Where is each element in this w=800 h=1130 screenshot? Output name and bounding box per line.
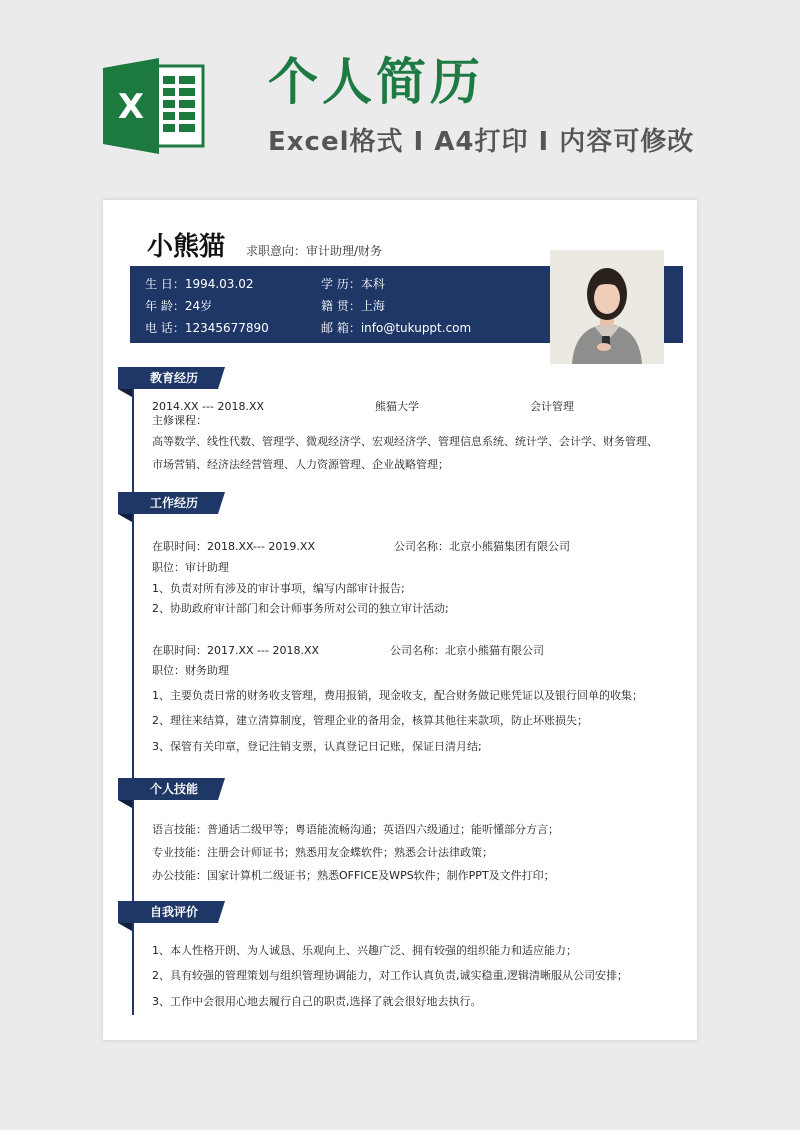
info-phone: 电 话：12345677890 (145, 321, 269, 335)
info-email: 邮 箱：info@tukuppt.com (321, 321, 472, 335)
job1-duty-1: 1、负责对所有涉及的审计事项，编写内部审计报告; (152, 582, 405, 595)
section-skills-header (118, 778, 225, 800)
section-education-title: 教育经历 (150, 371, 199, 385)
job2-duty-2: 2、理往来结算，建立清算制度，管理企业的备用金，核算其他往来款项，防止坏账损失； (152, 714, 588, 727)
skill-language: 语言技能：普通话二级甲等；粤语能流畅沟通；英语四六级通过；能听懂部分方言； (152, 823, 559, 836)
job2-company: 公司名称：北京小熊猫有限公司 (390, 644, 544, 657)
self-eval-2: 2、具有较强的管理策划与组织管理协调能力，对工作认真负责,诚实稳重,逻辑清晰服从公司安排； (152, 969, 628, 982)
resume-name: 小熊猫 (147, 232, 226, 262)
skill-professional: 专业技能：注册会计师证书；熟悉用友金蝶软件；熟悉会计法律政策； (152, 846, 493, 859)
education-courses-label: 主修课程： (152, 414, 207, 427)
education-courses-line2: 市场营销、经济法经营管理、人力资源管理、企业战略管理； (152, 458, 449, 471)
info-education: 学 历：本科 (321, 277, 385, 291)
education-courses-line1: 高等数学、线性代数、管理学、微观经济学、宏观经济学、管理信息系统、统计学、会计学、财务管理、 (152, 435, 658, 448)
job1-position: 职位：审计助理 (152, 561, 229, 574)
section-work-title: 工作经历 (150, 496, 199, 510)
job2-period: 在职时间：2017.XX --- 2018.XX (152, 644, 320, 657)
self-eval-1: 1、本人性格开朗、为人诚恳、乐观向上、兴趣广泛、拥有较强的组织能力和适应能力； (152, 944, 577, 957)
job-intent: 求职意向：审计助理/财务 (246, 244, 383, 258)
job1-period: 在职时间：2018.XX--- 2019.XX (152, 540, 315, 553)
section-work-header (118, 492, 225, 514)
info-age: 年 龄：24岁 (145, 299, 213, 313)
resume-page (103, 200, 697, 1040)
info-hometown: 籍 贯：上海 (321, 299, 385, 313)
section-self-title: 自我评价 (150, 905, 199, 919)
skill-office: 办公技能：国家计算机二级证书；熟悉OFFICE及WPS软件；制作PPT及文件打印； (152, 869, 555, 882)
section-education-header (118, 367, 225, 389)
education-school: 熊猫大学 (375, 400, 419, 413)
job2-duty-1: 1、主要负责日常的财务收支管理，费用报销，现金收支，配合财务做记账凭证以及银行回单的收集； (152, 689, 643, 702)
education-major: 会计管理 (530, 400, 574, 413)
section-self-header (118, 901, 225, 923)
excel-icon (103, 58, 205, 154)
banner-title: 个人简历 (268, 53, 484, 111)
job2-position: 职位：财务助理 (152, 664, 229, 677)
job1-company: 公司名称：北京小熊猫集团有限公司 (394, 540, 570, 553)
banner-subtitle: Excel格式 I A4打印 I 内容可修改 (268, 127, 695, 157)
job1-duty-2: 2、协助政府审计部门和会计师事务所对公司的独立审计活动; (152, 602, 449, 615)
excel-icon-letter: X (117, 87, 145, 127)
education-period: 2014.XX --- 2018.XX (152, 400, 265, 413)
job2-duty-3: 3、保管有关印章，登记注销支票，认真登记日记账，保证日清月结; (152, 740, 482, 753)
section-skills-title: 个人技能 (150, 782, 199, 796)
info-birth: 生 日：1994.03.02 (145, 277, 254, 291)
self-eval-3: 3、工作中会很用心地去履行自己的职责,选择了就会很好地去执行。 (152, 995, 482, 1008)
profile-photo (550, 250, 664, 364)
